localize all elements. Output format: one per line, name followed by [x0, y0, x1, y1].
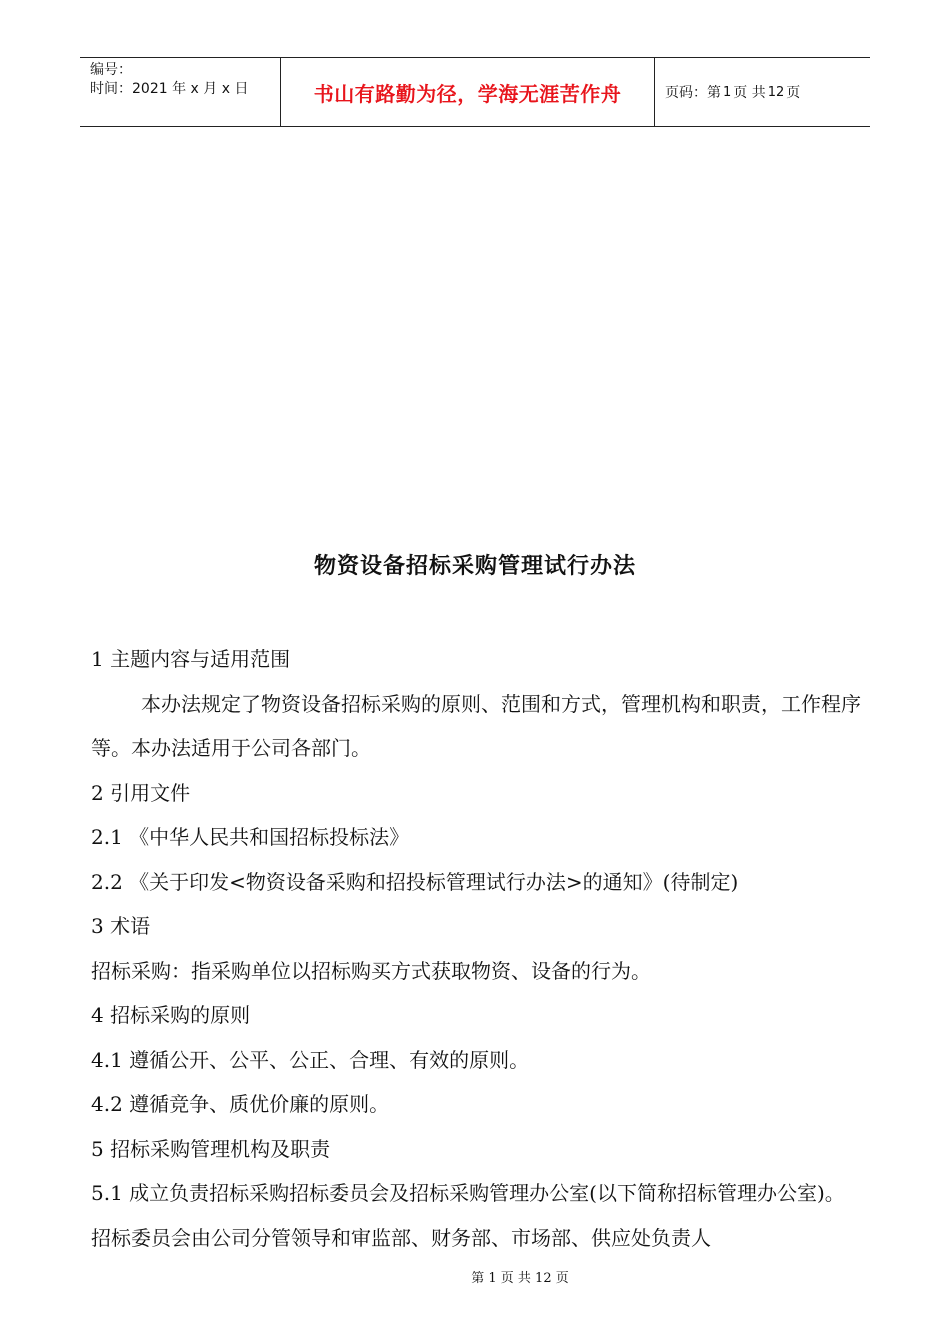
page-mid: 页 共: [733, 85, 766, 101]
page-total: 12: [767, 84, 785, 100]
list-item: 2.2 《关于印发<物资设备采购和招投标管理试行办法>的通知》(待制定): [91, 869, 739, 894]
header-motto-cell: [281, 58, 655, 126]
page-footer: 第 1 页 共 12 页: [471, 1271, 569, 1286]
section-heading: 2 引用文件: [91, 780, 191, 805]
page-number: 1: [723, 84, 732, 100]
header-meta-cell: [80, 58, 281, 126]
time-label: 时间：2021 年 x 月 x 日: [90, 81, 249, 97]
header-page-cell: [655, 58, 870, 126]
list-item: 4.1 遵循公开、公平、公正、合理、有效的原则。: [91, 1047, 530, 1072]
paragraph: 招标采购：指采购单位以招标购买方式获取物资、设备的行为。: [91, 958, 651, 983]
page-prefix: 页码：第: [665, 85, 721, 101]
list-item: 2.1 《中华人民共和国招标投标法》: [91, 825, 410, 849]
section-heading: 3 术语: [91, 914, 151, 938]
page-suffix: 页: [786, 85, 801, 101]
list-item: 5.1 成立负责招标采购招标委员会及招标采购管理办公室(以下简称招标管理办公室)。招标委员会由公司分管领导和审监部、财务部、市场部、供应处负责人: [91, 1181, 845, 1250]
list-item: 4.2 遵循竞争、质优价廉的原则。: [91, 1092, 390, 1116]
document-title: 物资设备招标采购管理试行办法: [313, 554, 636, 579]
motto-text: 书山有路勤为径，学海无涯苦作舟: [313, 81, 622, 106]
section-heading: 4 招标采购的原则: [91, 1003, 251, 1027]
serial-label: 编号：: [90, 62, 132, 78]
paragraph: 本办法规定了物资设备招标采购的原则、范围和方式，管理机构和职责，工作程序等。本办法适用于公司各部门。: [91, 691, 861, 760]
section-heading: 5 招标采购管理机构及职责: [91, 1136, 331, 1161]
header-table: [80, 57, 870, 127]
section-heading: 1 主题内容与适用范围: [91, 647, 291, 671]
document-body: [91, 637, 861, 1260]
